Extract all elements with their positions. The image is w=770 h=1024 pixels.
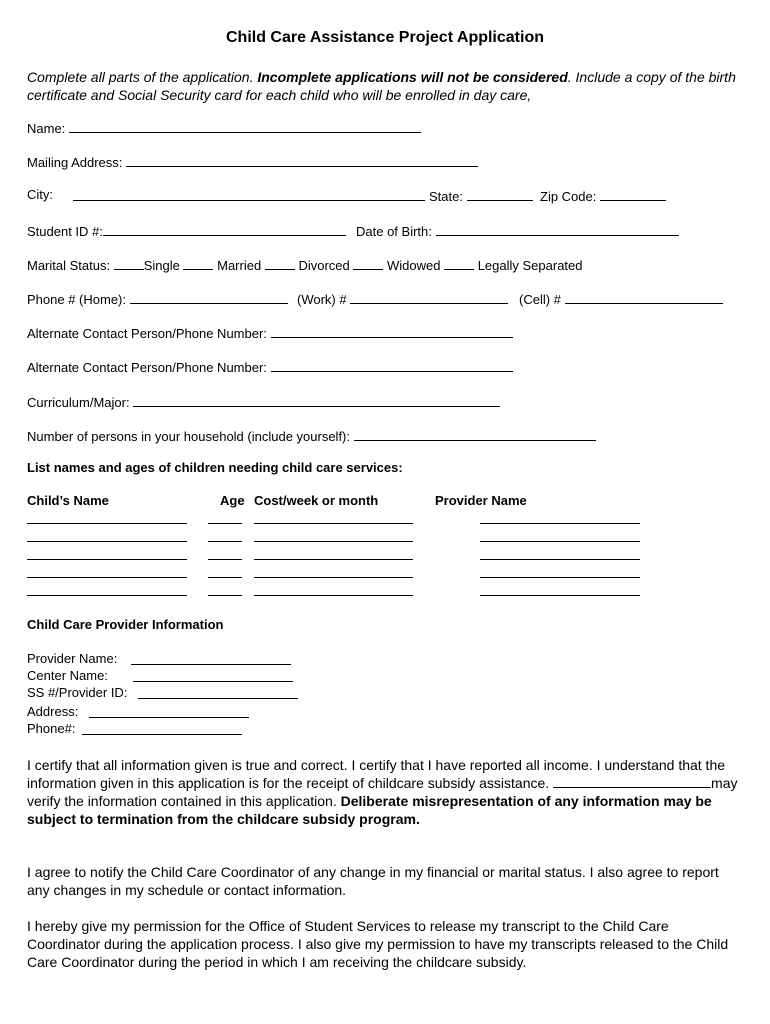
address-label: Address: [27,704,79,719]
student-id-field[interactable] [103,222,346,236]
ss-provider-id-field[interactable] [138,685,298,699]
phone-cell-row [519,290,723,307]
dob-field[interactable] [436,222,679,236]
phone-home-row [27,290,288,307]
divorced-label: Divorced [298,258,350,273]
zip-field[interactable] [600,187,666,201]
provider-heading: Child Care Provider Information [27,617,224,632]
child-provider-blank[interactable] [480,559,640,560]
name-row [27,119,421,136]
zip-row [540,187,666,204]
widowed-blank[interactable] [353,256,383,270]
phone-field[interactable] [82,721,242,735]
phone-cell-label: (Cell) # [519,292,561,307]
name-field[interactable] [69,119,421,133]
dob-label: Date of Birth: [356,224,432,239]
address-field[interactable] [89,704,249,718]
col-provider-name: Provider Name [435,493,527,508]
household-label: Number of persons in your household (include yourself): [27,429,351,444]
certify-text2: may verify the information contained in this application. [27,775,738,809]
children-heading: List names and ages of children needing child care services: [27,460,403,475]
name-label: Name: [27,121,66,136]
curriculum-label: Curriculum/Major: [27,395,130,410]
phone-home-label: Phone # (Home): [27,292,126,307]
state-field[interactable] [467,187,533,201]
separated-label: Legally Separated [477,258,583,273]
mailing-address-field[interactable] [126,153,478,167]
child-name-blank[interactable] [27,595,187,596]
intro-part2: . Include a copy of the birth certificate and Social Security card for each child who will be enrolled in day care, [27,69,736,103]
col-age: Age [220,493,245,508]
child-age-blank[interactable] [208,559,242,560]
city-field[interactable] [73,187,425,201]
child-name-blank[interactable] [27,559,187,560]
child-provider-blank[interactable] [480,577,640,578]
child-cost-blank[interactable] [254,559,413,560]
certify-blank[interactable] [553,774,711,788]
col-childs-name: Child’s Name [27,493,109,508]
provider-name-field[interactable] [131,651,291,665]
curriculum-field[interactable] [133,393,500,407]
separated-blank[interactable] [444,256,474,270]
child-age-blank[interactable] [208,541,242,542]
married-label: Married [217,258,262,273]
certify-paragraph [27,756,742,828]
student-id-label: Student ID #: [27,224,103,239]
center-name-label: Center Name: [27,668,108,683]
child-age-blank[interactable] [208,523,242,524]
child-name-blank[interactable] [27,523,187,524]
marital-status-label: Marital Status: [27,258,111,273]
child-age-blank[interactable] [208,595,242,596]
alt-contact-1-field[interactable] [271,324,513,338]
phone-work-field[interactable] [350,290,508,304]
phone-work-row [297,290,508,307]
alt-contact-2-field[interactable] [271,358,513,372]
single-blank[interactable] [114,256,144,270]
child-cost-blank[interactable] [254,541,413,542]
permission-paragraph: I hereby give my permission for the Office of Student Services to release my transcript to the Child Care Coordinator during the application process. I also give my permission to have my transcripts released to the Child Care Coordinator during the period in which I am receiving the childcare subsidy. [27,918,729,970]
child-cost-blank[interactable] [254,595,413,596]
divorced-blank[interactable] [265,256,295,270]
single-label: Single [143,258,180,273]
child-provider-blank[interactable] [480,541,640,542]
phone-cell-field[interactable] [565,290,723,304]
zip-label: Zip Code: [540,189,597,204]
household-row [27,427,596,444]
col-cost: Cost/week or month [254,493,379,508]
child-age-blank[interactable] [208,577,242,578]
phone-label: Phone#: [27,721,76,736]
phone-work-label: (Work) # [297,292,347,307]
state-row [429,187,533,204]
child-provider-blank[interactable] [480,595,640,596]
alt-contact-1-row [27,324,513,341]
page-title: Child Care Assistance Project Application [225,29,544,46]
child-name-blank[interactable] [27,541,187,542]
intro-text [27,68,747,104]
intro-bold: Incomplete applications will not be considered [257,69,568,85]
phone-home-field[interactable] [130,290,288,304]
marital-status-row [27,256,583,273]
curriculum-row [27,393,500,410]
alt-contact-1-label: Alternate Contact Person/Phone Number: [27,326,267,341]
certify-text1: I certify that all information given is true and correct. I certify that I have reported all income. I understand that the information given in this application is for the receipt of childcare subsidy assistance. [27,757,726,791]
dob-row [356,222,679,239]
alt-contact-2-label: Alternate Contact Person/Phone Number: [27,360,267,375]
household-field[interactable] [354,427,596,441]
married-blank[interactable] [183,256,213,270]
child-cost-blank[interactable] [254,577,413,578]
student-id-row [27,222,346,239]
state-label: State: [429,189,463,204]
mailing-address-label: Mailing Address: [27,155,123,170]
certify-bold: Deliberate misrepresentation of any information may be subject to termination from the childcare subsidy program. [27,793,712,827]
provider-name-label: Provider Name: [27,651,118,666]
intro-part1: Complete all parts of the application. [27,69,258,85]
alt-contact-2-row [27,358,513,375]
center-name-field[interactable] [133,668,293,682]
ss-provider-id-label: SS #/Provider ID: [27,685,128,700]
widowed-label: Widowed [386,258,441,273]
city-label: City: [27,187,53,202]
child-cost-blank[interactable] [254,523,413,524]
mailing-address-row [27,153,478,170]
child-provider-blank[interactable] [480,523,640,524]
agree-paragraph: I agree to notify the Child Care Coordinator of any change in my financial or marital status. I also agree to report any changes in my schedule or contact information. [27,864,719,898]
child-name-blank[interactable] [27,577,187,578]
